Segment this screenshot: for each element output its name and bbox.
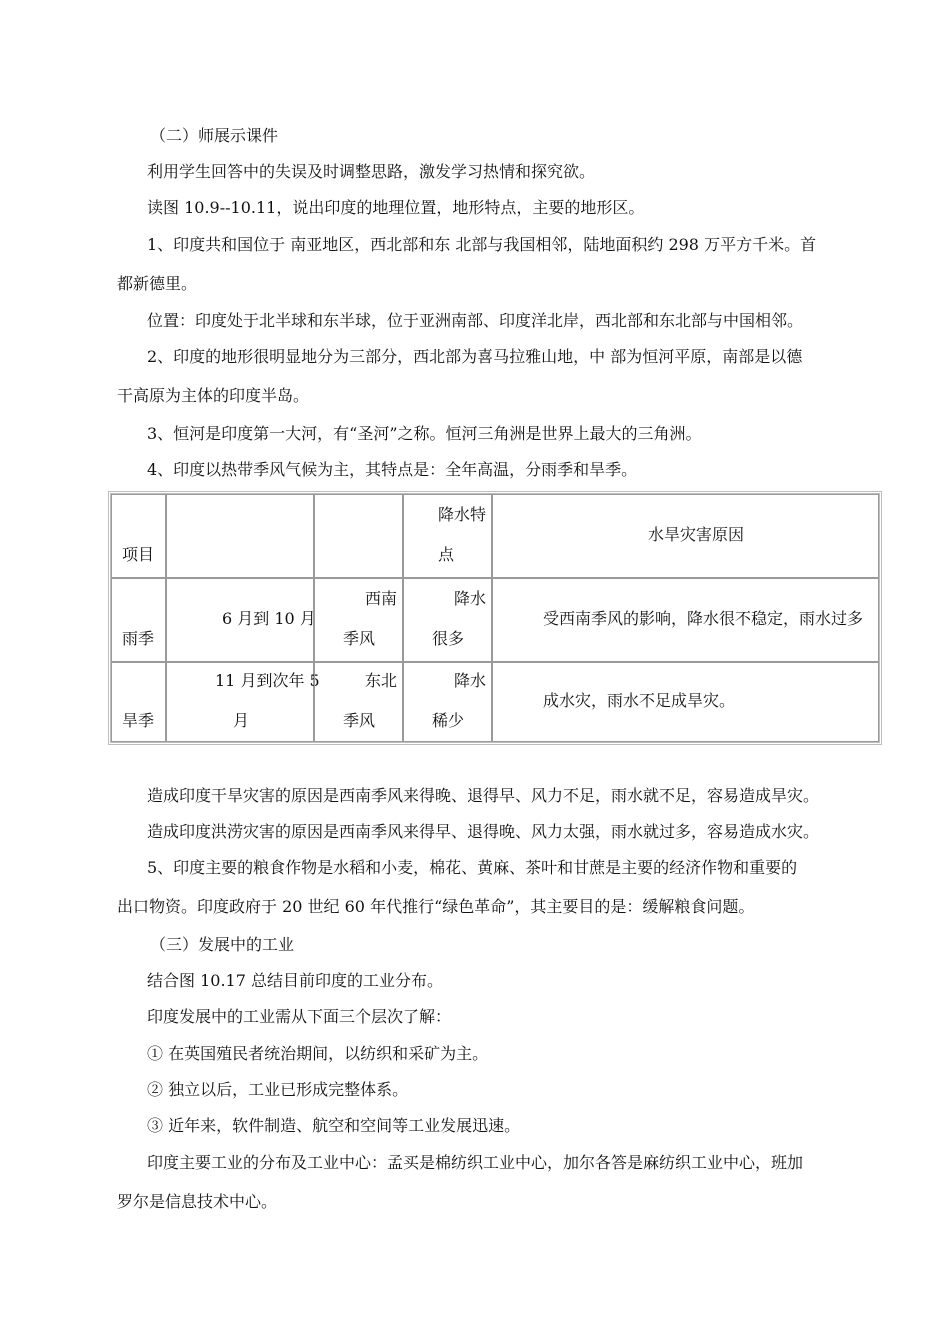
reason-label: 受西南季风的影响，降水很不稳定，雨水过多 [543, 609, 864, 628]
wind-label-b: 季风 [343, 629, 376, 648]
paragraph: 印度发展中的工业需从下面三个层次了解： [147, 1007, 452, 1026]
rain-label-b: 稀少 [432, 711, 465, 730]
paragraph-drought: 造成印度干旱灾害的原因是西南季风来得晚、退得早、风力不足，雨水就不足，容易造成旱灾。 [147, 786, 820, 805]
header-label-item: 项目 [122, 545, 155, 564]
table-row-cell [492, 578, 879, 662]
table-row-cell [314, 662, 403, 742]
section-heading-2: （二）师展示课件 [150, 126, 279, 145]
paragraph-industry-centers: 印度主要工业的分布及工业中心：孟买是棉纺织工业中心，加尔各答是麻纺织工业中心，班加 [147, 1153, 804, 1172]
reason-label: 成水灾，雨水不足成旱灾。 [543, 691, 736, 710]
table-row-cell [492, 662, 879, 742]
list-item-2-cont: 干高原为主体的印度半岛。 [117, 386, 310, 405]
section-heading-3: （三）发展中的工业 [150, 935, 295, 954]
numbered-item-3: ③ 近年来，软件制造、航空和空间等工业发展迅速。 [147, 1116, 521, 1135]
table-row-cell [314, 578, 403, 662]
list-item-3: 3、恒河是印度第一大河，有“圣河”之称。恒河三角洲是世界上最大的三角洲。 [147, 424, 702, 443]
paragraph: 读图 10.9--10.11，说出印度的地理位置，地形特点，主要的地形区。 [147, 198, 645, 217]
numbered-item-1: ① 在英国殖民者统治期间，以纺织和采矿为主。 [147, 1044, 489, 1063]
table-header-cell [111, 494, 166, 578]
paragraph-flood: 造成印度洪涝灾害的原因是西南季风来得早、退得晚、风力太强，雨水就过多，容易造成水灾。 [147, 822, 820, 841]
period-label: 6 月到 10 月 [222, 609, 316, 628]
list-item-4: 4、印度以热带季风气候为主，其特点是：全年高温，分雨季和旱季。 [147, 460, 638, 479]
list-item-5-cont: 出口物资。印度政府于 20 世纪 60 年代推行“绿色革命”，其主要目的是：缓解粮食问题。 [117, 897, 755, 916]
table-row-cell [166, 662, 320, 742]
table-header-cell [492, 494, 879, 578]
table-header-cell [314, 494, 403, 578]
table-row-cell [403, 662, 492, 742]
season-label: 雨季 [122, 629, 155, 648]
paragraph: 利用学生回答中的失误及时调整思路，激发学习热情和探究欲。 [147, 162, 596, 181]
numbered-item-2: ② 独立以后，工业已形成完整体系。 [147, 1080, 409, 1099]
wind-label-b: 季风 [343, 711, 376, 730]
table-row-cell [403, 578, 492, 662]
paragraph-industry-centers-cont: 罗尔是信息技术中心。 [117, 1192, 278, 1211]
paragraph: 结合图 10.17 总结目前印度的工业分布。 [147, 971, 443, 990]
rain-label-a: 降水 [454, 671, 487, 690]
season-label: 旱季 [122, 711, 155, 730]
table-header-cell [403, 494, 492, 578]
paragraph-position: 位置：印度处于北半球和东半球，位于亚洲南部、印度洋北岸，西北部和东北部与中国相邻。 [147, 311, 804, 330]
period-label-b: 月 [233, 711, 250, 730]
table-row-cell [111, 578, 166, 662]
table-header-cell [166, 494, 314, 578]
wind-label-a: 西南 [365, 589, 398, 608]
wind-label-a: 东北 [365, 671, 398, 690]
header-label-rain-a: 降水特 [438, 505, 487, 524]
list-item-2: 2、印度的地形很明显地分为三部分，西北部为喜马拉雅山地，中 部为恒河平原，南部是以德 [147, 347, 803, 366]
table-row-cell [166, 578, 314, 662]
list-item-1-cont: 都新德里。 [117, 274, 198, 293]
list-item-1: 1、印度共和国位于 南亚地区，西北部和东 北部与我国相邻，陆地面积约 298 万平方千米。首 [147, 235, 817, 254]
header-label-rain-b: 点 [438, 545, 455, 564]
header-label-reason: 水旱灾害原因 [648, 525, 745, 544]
climate-table [108, 491, 882, 745]
period-label-a: 11 月到次年 5 [215, 671, 320, 690]
list-item-5: 5、印度主要的粮食作物是水稻和小麦，棉花、黄麻、茶叶和甘蔗是主要的经济作物和重要的 [147, 858, 798, 877]
rain-label-b: 很多 [432, 629, 465, 648]
table-row-cell [111, 662, 166, 742]
rain-label-a: 降水 [454, 589, 487, 608]
